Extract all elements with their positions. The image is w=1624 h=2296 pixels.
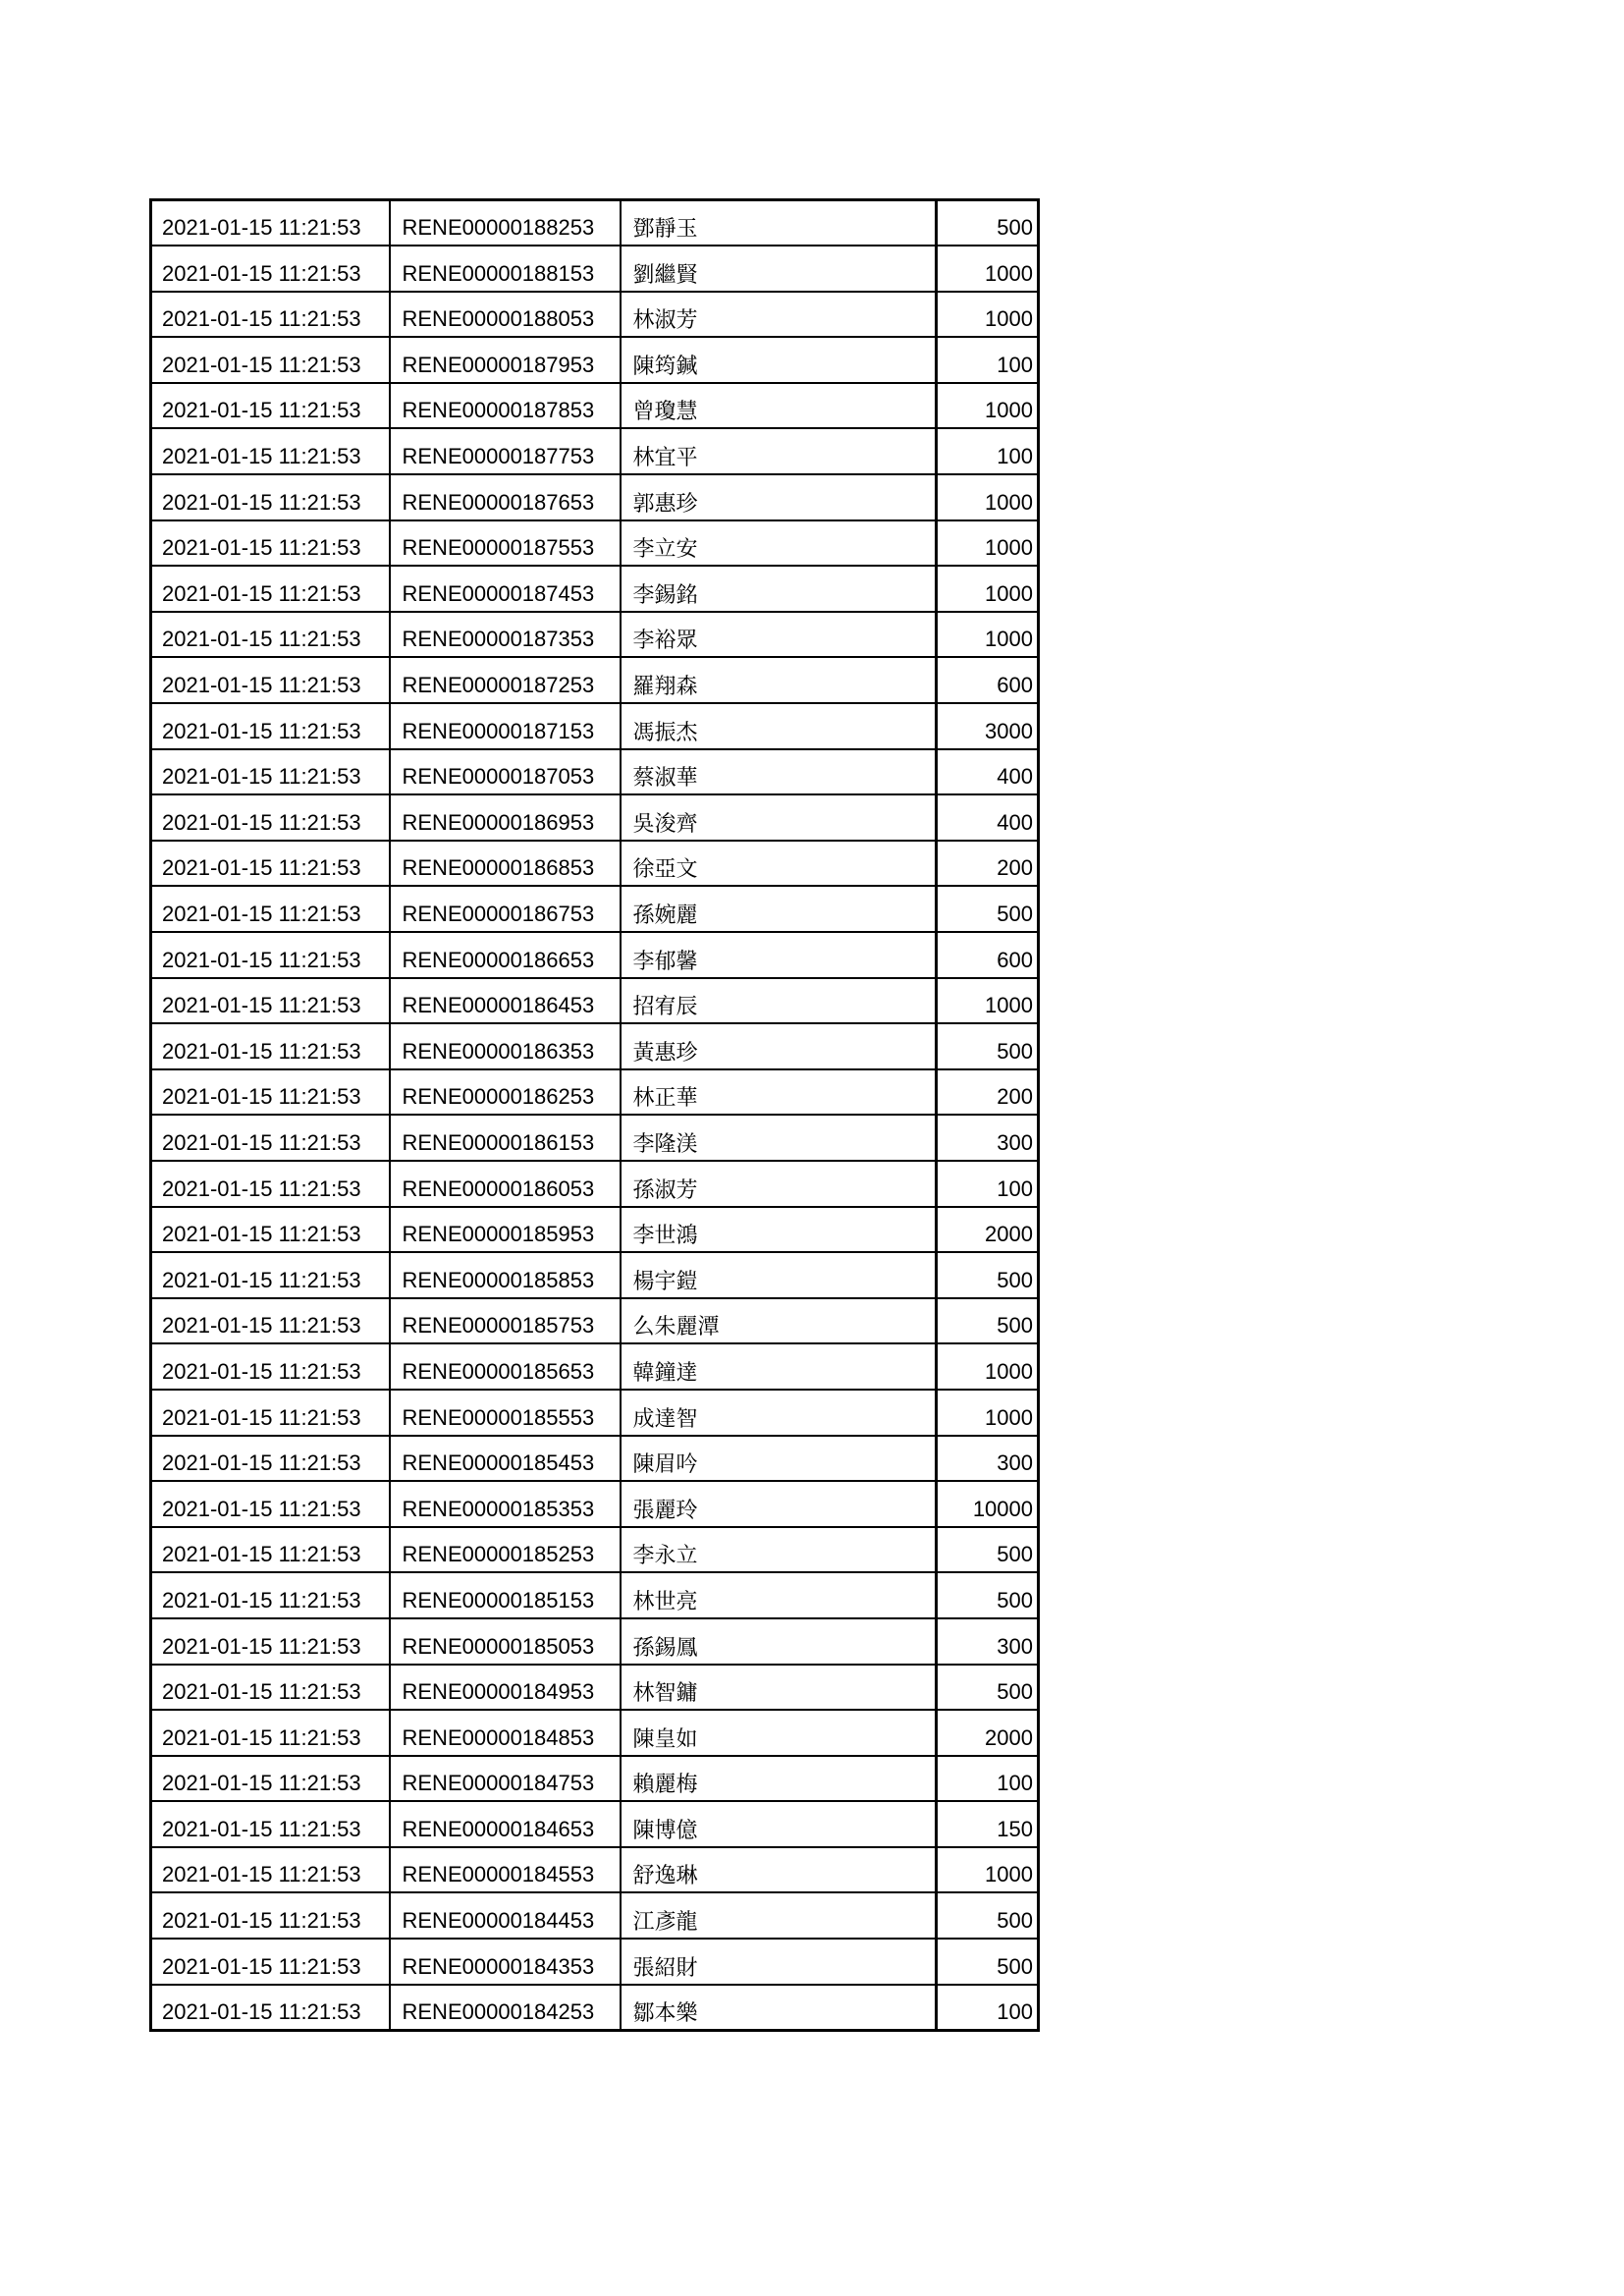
donor-name-cell: 林淑芳 bbox=[621, 292, 937, 338]
timestamp-cell: 2021-01-15 11:21:53 bbox=[151, 1298, 390, 1344]
table-row bbox=[151, 1527, 1039, 1573]
timestamp-cell: 2021-01-15 11:21:53 bbox=[151, 841, 390, 887]
donor-name-cell: 陳筠鍼 bbox=[621, 337, 937, 383]
donor-name-cell: 張紹財 bbox=[621, 1939, 937, 1985]
receipt-id-cell: RENE00000184553 bbox=[390, 1847, 621, 1893]
timestamp-cell: 2021-01-15 11:21:53 bbox=[151, 566, 390, 612]
receipt-id-cell: RENE00000185053 bbox=[390, 1618, 621, 1665]
amount-cell: 200 bbox=[937, 841, 1039, 887]
table-row bbox=[151, 1343, 1039, 1390]
table-row bbox=[151, 200, 1039, 246]
timestamp-cell: 2021-01-15 11:21:53 bbox=[151, 520, 390, 567]
receipt-id-cell: RENE00000187453 bbox=[390, 566, 621, 612]
table-row bbox=[151, 1572, 1039, 1618]
timestamp-cell: 2021-01-15 11:21:53 bbox=[151, 932, 390, 978]
timestamp-cell: 2021-01-15 11:21:53 bbox=[151, 1115, 390, 1161]
donor-name-cell: 孫淑芳 bbox=[621, 1161, 937, 1207]
receipt-id-cell: RENE00000187953 bbox=[390, 337, 621, 383]
donor-name-cell: 孫婉麗 bbox=[621, 886, 937, 932]
table-row bbox=[151, 1481, 1039, 1527]
donor-name-cell: 李世鴻 bbox=[621, 1207, 937, 1253]
donor-name-cell: 郭惠珍 bbox=[621, 474, 937, 520]
amount-cell: 300 bbox=[937, 1618, 1039, 1665]
amount-cell: 100 bbox=[937, 1161, 1039, 1207]
amount-cell: 10000 bbox=[937, 1481, 1039, 1527]
table-row bbox=[151, 1756, 1039, 1802]
amount-cell: 600 bbox=[937, 932, 1039, 978]
table-row bbox=[151, 657, 1039, 703]
table-row bbox=[151, 749, 1039, 795]
receipt-id-cell: RENE00000185353 bbox=[390, 1481, 621, 1527]
receipt-id-cell: RENE00000186653 bbox=[390, 932, 621, 978]
donor-name-cell: 舒逸琳 bbox=[621, 1847, 937, 1893]
timestamp-cell: 2021-01-15 11:21:53 bbox=[151, 1801, 390, 1847]
amount-cell: 500 bbox=[937, 1298, 1039, 1344]
table-row bbox=[151, 841, 1039, 887]
receipt-id-cell: RENE00000186153 bbox=[390, 1115, 621, 1161]
amount-cell: 1000 bbox=[937, 474, 1039, 520]
receipt-id-cell: RENE00000185153 bbox=[390, 1572, 621, 1618]
donor-name-cell: 黃惠珍 bbox=[621, 1023, 937, 1069]
amount-cell: 2000 bbox=[937, 1207, 1039, 1253]
timestamp-cell: 2021-01-15 11:21:53 bbox=[151, 1343, 390, 1390]
table-row bbox=[151, 1161, 1039, 1207]
amount-cell: 500 bbox=[937, 1939, 1039, 1985]
amount-cell: 600 bbox=[937, 657, 1039, 703]
donor-name-cell: 李錫銘 bbox=[621, 566, 937, 612]
timestamp-cell: 2021-01-15 11:21:53 bbox=[151, 1390, 390, 1436]
timestamp-cell: 2021-01-15 11:21:53 bbox=[151, 337, 390, 383]
timestamp-cell: 2021-01-15 11:21:53 bbox=[151, 978, 390, 1024]
receipt-id-cell: RENE00000185753 bbox=[390, 1298, 621, 1344]
table-row bbox=[151, 520, 1039, 567]
donor-name-cell: 鄒本樂 bbox=[621, 1985, 937, 2031]
donor-name-cell: 成達智 bbox=[621, 1390, 937, 1436]
timestamp-cell: 2021-01-15 11:21:53 bbox=[151, 246, 390, 292]
amount-cell: 200 bbox=[937, 1069, 1039, 1116]
amount-cell: 1000 bbox=[937, 566, 1039, 612]
table-row bbox=[151, 1939, 1039, 1985]
timestamp-cell: 2021-01-15 11:21:53 bbox=[151, 1939, 390, 1985]
amount-cell: 1000 bbox=[937, 1390, 1039, 1436]
table-row bbox=[151, 1390, 1039, 1436]
receipt-id-cell: RENE00000184753 bbox=[390, 1756, 621, 1802]
receipt-id-cell: RENE00000188153 bbox=[390, 246, 621, 292]
table-row bbox=[151, 886, 1039, 932]
amount-cell: 1000 bbox=[937, 1343, 1039, 1390]
amount-cell: 3000 bbox=[937, 703, 1039, 749]
timestamp-cell: 2021-01-15 11:21:53 bbox=[151, 1023, 390, 1069]
table-row bbox=[151, 1298, 1039, 1344]
amount-cell: 500 bbox=[937, 1252, 1039, 1298]
donor-name-cell: 陳眉吟 bbox=[621, 1436, 937, 1482]
table-row bbox=[151, 1847, 1039, 1893]
timestamp-cell: 2021-01-15 11:21:53 bbox=[151, 886, 390, 932]
receipt-id-cell: RENE00000187653 bbox=[390, 474, 621, 520]
table-row bbox=[151, 794, 1039, 841]
donor-name-cell: 楊宇鎧 bbox=[621, 1252, 937, 1298]
timestamp-cell: 2021-01-15 11:21:53 bbox=[151, 1527, 390, 1573]
donor-name-cell: 李隆渼 bbox=[621, 1115, 937, 1161]
amount-cell: 1000 bbox=[937, 1847, 1039, 1893]
receipt-id-cell: RENE00000185253 bbox=[390, 1527, 621, 1573]
receipt-id-cell: RENE00000187553 bbox=[390, 520, 621, 567]
amount-cell: 100 bbox=[937, 1985, 1039, 2031]
timestamp-cell: 2021-01-15 11:21:53 bbox=[151, 1436, 390, 1482]
donor-name-cell: 林智鏞 bbox=[621, 1665, 937, 1711]
amount-cell: 500 bbox=[937, 200, 1039, 246]
donor-name-cell: 曾瓊慧 bbox=[621, 383, 937, 429]
donor-name-cell: 賴麗梅 bbox=[621, 1756, 937, 1802]
table-row bbox=[151, 1892, 1039, 1939]
donor-name-cell: 李立安 bbox=[621, 520, 937, 567]
timestamp-cell: 2021-01-15 11:21:53 bbox=[151, 1069, 390, 1116]
receipt-id-cell: RENE00000187753 bbox=[390, 428, 621, 474]
donation-table-body bbox=[151, 200, 1039, 2031]
timestamp-cell: 2021-01-15 11:21:53 bbox=[151, 1161, 390, 1207]
receipt-id-cell: RENE00000185453 bbox=[390, 1436, 621, 1482]
receipt-id-cell: RENE00000187853 bbox=[390, 383, 621, 429]
table-row bbox=[151, 703, 1039, 749]
timestamp-cell: 2021-01-15 11:21:53 bbox=[151, 292, 390, 338]
timestamp-cell: 2021-01-15 11:21:53 bbox=[151, 1252, 390, 1298]
amount-cell: 300 bbox=[937, 1115, 1039, 1161]
amount-cell: 500 bbox=[937, 1892, 1039, 1939]
receipt-id-cell: RENE00000187253 bbox=[390, 657, 621, 703]
table-row bbox=[151, 1710, 1039, 1756]
amount-cell: 1000 bbox=[937, 520, 1039, 567]
amount-cell: 100 bbox=[937, 337, 1039, 383]
timestamp-cell: 2021-01-15 11:21:53 bbox=[151, 1665, 390, 1711]
receipt-id-cell: RENE00000186953 bbox=[390, 794, 621, 841]
table-row bbox=[151, 1665, 1039, 1711]
table-row bbox=[151, 337, 1039, 383]
timestamp-cell: 2021-01-15 11:21:53 bbox=[151, 612, 390, 658]
amount-cell: 1000 bbox=[937, 978, 1039, 1024]
amount-cell: 400 bbox=[937, 749, 1039, 795]
amount-cell: 1000 bbox=[937, 292, 1039, 338]
amount-cell: 150 bbox=[937, 1801, 1039, 1847]
donation-table bbox=[149, 198, 1040, 2032]
donor-name-cell: 羅翔森 bbox=[621, 657, 937, 703]
receipt-id-cell: RENE00000184253 bbox=[390, 1985, 621, 2031]
amount-cell: 500 bbox=[937, 1665, 1039, 1711]
receipt-id-cell: RENE00000184953 bbox=[390, 1665, 621, 1711]
timestamp-cell: 2021-01-15 11:21:53 bbox=[151, 1710, 390, 1756]
table-row bbox=[151, 383, 1039, 429]
receipt-id-cell: RENE00000186853 bbox=[390, 841, 621, 887]
receipt-id-cell: RENE00000186753 bbox=[390, 886, 621, 932]
receipt-id-cell: RENE00000187353 bbox=[390, 612, 621, 658]
table-row bbox=[151, 978, 1039, 1024]
timestamp-cell: 2021-01-15 11:21:53 bbox=[151, 1572, 390, 1618]
timestamp-cell: 2021-01-15 11:21:53 bbox=[151, 1756, 390, 1802]
table-row bbox=[151, 1115, 1039, 1161]
table-row bbox=[151, 1069, 1039, 1116]
amount-cell: 1000 bbox=[937, 246, 1039, 292]
donor-name-cell: 林世亮 bbox=[621, 1572, 937, 1618]
timestamp-cell: 2021-01-15 11:21:53 bbox=[151, 383, 390, 429]
timestamp-cell: 2021-01-15 11:21:53 bbox=[151, 1847, 390, 1893]
receipt-id-cell: RENE00000185953 bbox=[390, 1207, 621, 1253]
donor-name-cell: 孫錫鳳 bbox=[621, 1618, 937, 1665]
receipt-id-cell: RENE00000188253 bbox=[390, 200, 621, 246]
timestamp-cell: 2021-01-15 11:21:53 bbox=[151, 657, 390, 703]
receipt-id-cell: RENE00000184653 bbox=[390, 1801, 621, 1847]
receipt-id-cell: RENE00000184453 bbox=[390, 1892, 621, 1939]
receipt-id-cell: RENE00000186053 bbox=[390, 1161, 621, 1207]
donor-name-cell: 張麗玲 bbox=[621, 1481, 937, 1527]
donor-name-cell: 林宜平 bbox=[621, 428, 937, 474]
table-row bbox=[151, 292, 1039, 338]
amount-cell: 400 bbox=[937, 794, 1039, 841]
table-row bbox=[151, 1436, 1039, 1482]
donor-name-cell: 李裕眾 bbox=[621, 612, 937, 658]
receipt-id-cell: RENE00000185853 bbox=[390, 1252, 621, 1298]
table-row bbox=[151, 246, 1039, 292]
amount-cell: 100 bbox=[937, 1756, 1039, 1802]
donor-name-cell: 徐亞文 bbox=[621, 841, 937, 887]
timestamp-cell: 2021-01-15 11:21:53 bbox=[151, 794, 390, 841]
donor-name-cell: 蔡淑華 bbox=[621, 749, 937, 795]
receipt-id-cell: RENE00000186453 bbox=[390, 978, 621, 1024]
timestamp-cell: 2021-01-15 11:21:53 bbox=[151, 1618, 390, 1665]
receipt-id-cell: RENE00000188053 bbox=[390, 292, 621, 338]
amount-cell: 100 bbox=[937, 428, 1039, 474]
receipt-id-cell: RENE00000186353 bbox=[390, 1023, 621, 1069]
receipt-id-cell: RENE00000185653 bbox=[390, 1343, 621, 1390]
receipt-id-cell: RENE00000187053 bbox=[390, 749, 621, 795]
table-row bbox=[151, 1985, 1039, 2031]
donor-name-cell: 陳皇如 bbox=[621, 1710, 937, 1756]
table-row bbox=[151, 566, 1039, 612]
receipt-id-cell: RENE00000187153 bbox=[390, 703, 621, 749]
donor-name-cell: 吳浚齊 bbox=[621, 794, 937, 841]
receipt-id-cell: RENE00000184853 bbox=[390, 1710, 621, 1756]
donor-name-cell: 陳博億 bbox=[621, 1801, 937, 1847]
amount-cell: 500 bbox=[937, 1023, 1039, 1069]
timestamp-cell: 2021-01-15 11:21:53 bbox=[151, 428, 390, 474]
table-row bbox=[151, 1801, 1039, 1847]
receipt-id-cell: RENE00000185553 bbox=[390, 1390, 621, 1436]
timestamp-cell: 2021-01-15 11:21:53 bbox=[151, 474, 390, 520]
amount-cell: 500 bbox=[937, 1527, 1039, 1573]
table-row bbox=[151, 1618, 1039, 1665]
table-row bbox=[151, 474, 1039, 520]
table-row bbox=[151, 1023, 1039, 1069]
table-row bbox=[151, 1207, 1039, 1253]
table-row bbox=[151, 612, 1039, 658]
donor-name-cell: 鄧靜玉 bbox=[621, 200, 937, 246]
receipt-id-cell: RENE00000184353 bbox=[390, 1939, 621, 1985]
timestamp-cell: 2021-01-15 11:21:53 bbox=[151, 200, 390, 246]
table-row bbox=[151, 1252, 1039, 1298]
timestamp-cell: 2021-01-15 11:21:53 bbox=[151, 749, 390, 795]
donor-name-cell: 馮振杰 bbox=[621, 703, 937, 749]
donor-name-cell: 李永立 bbox=[621, 1527, 937, 1573]
timestamp-cell: 2021-01-15 11:21:53 bbox=[151, 1985, 390, 2031]
timestamp-cell: 2021-01-15 11:21:53 bbox=[151, 1207, 390, 1253]
donor-name-cell: 么朱麗潭 bbox=[621, 1298, 937, 1344]
donor-name-cell: 李郁馨 bbox=[621, 932, 937, 978]
donor-name-cell: 劉繼賢 bbox=[621, 246, 937, 292]
amount-cell: 1000 bbox=[937, 383, 1039, 429]
donor-name-cell: 江彥龍 bbox=[621, 1892, 937, 1939]
amount-cell: 500 bbox=[937, 1572, 1039, 1618]
receipt-id-cell: RENE00000186253 bbox=[390, 1069, 621, 1116]
timestamp-cell: 2021-01-15 11:21:53 bbox=[151, 1481, 390, 1527]
amount-cell: 2000 bbox=[937, 1710, 1039, 1756]
amount-cell: 500 bbox=[937, 886, 1039, 932]
donor-name-cell: 韓鐘達 bbox=[621, 1343, 937, 1390]
table-row bbox=[151, 932, 1039, 978]
table-row bbox=[151, 428, 1039, 474]
timestamp-cell: 2021-01-15 11:21:53 bbox=[151, 1892, 390, 1939]
donor-name-cell: 林正華 bbox=[621, 1069, 937, 1116]
amount-cell: 300 bbox=[937, 1436, 1039, 1482]
donor-name-cell: 招宥辰 bbox=[621, 978, 937, 1024]
timestamp-cell: 2021-01-15 11:21:53 bbox=[151, 703, 390, 749]
amount-cell: 1000 bbox=[937, 612, 1039, 658]
